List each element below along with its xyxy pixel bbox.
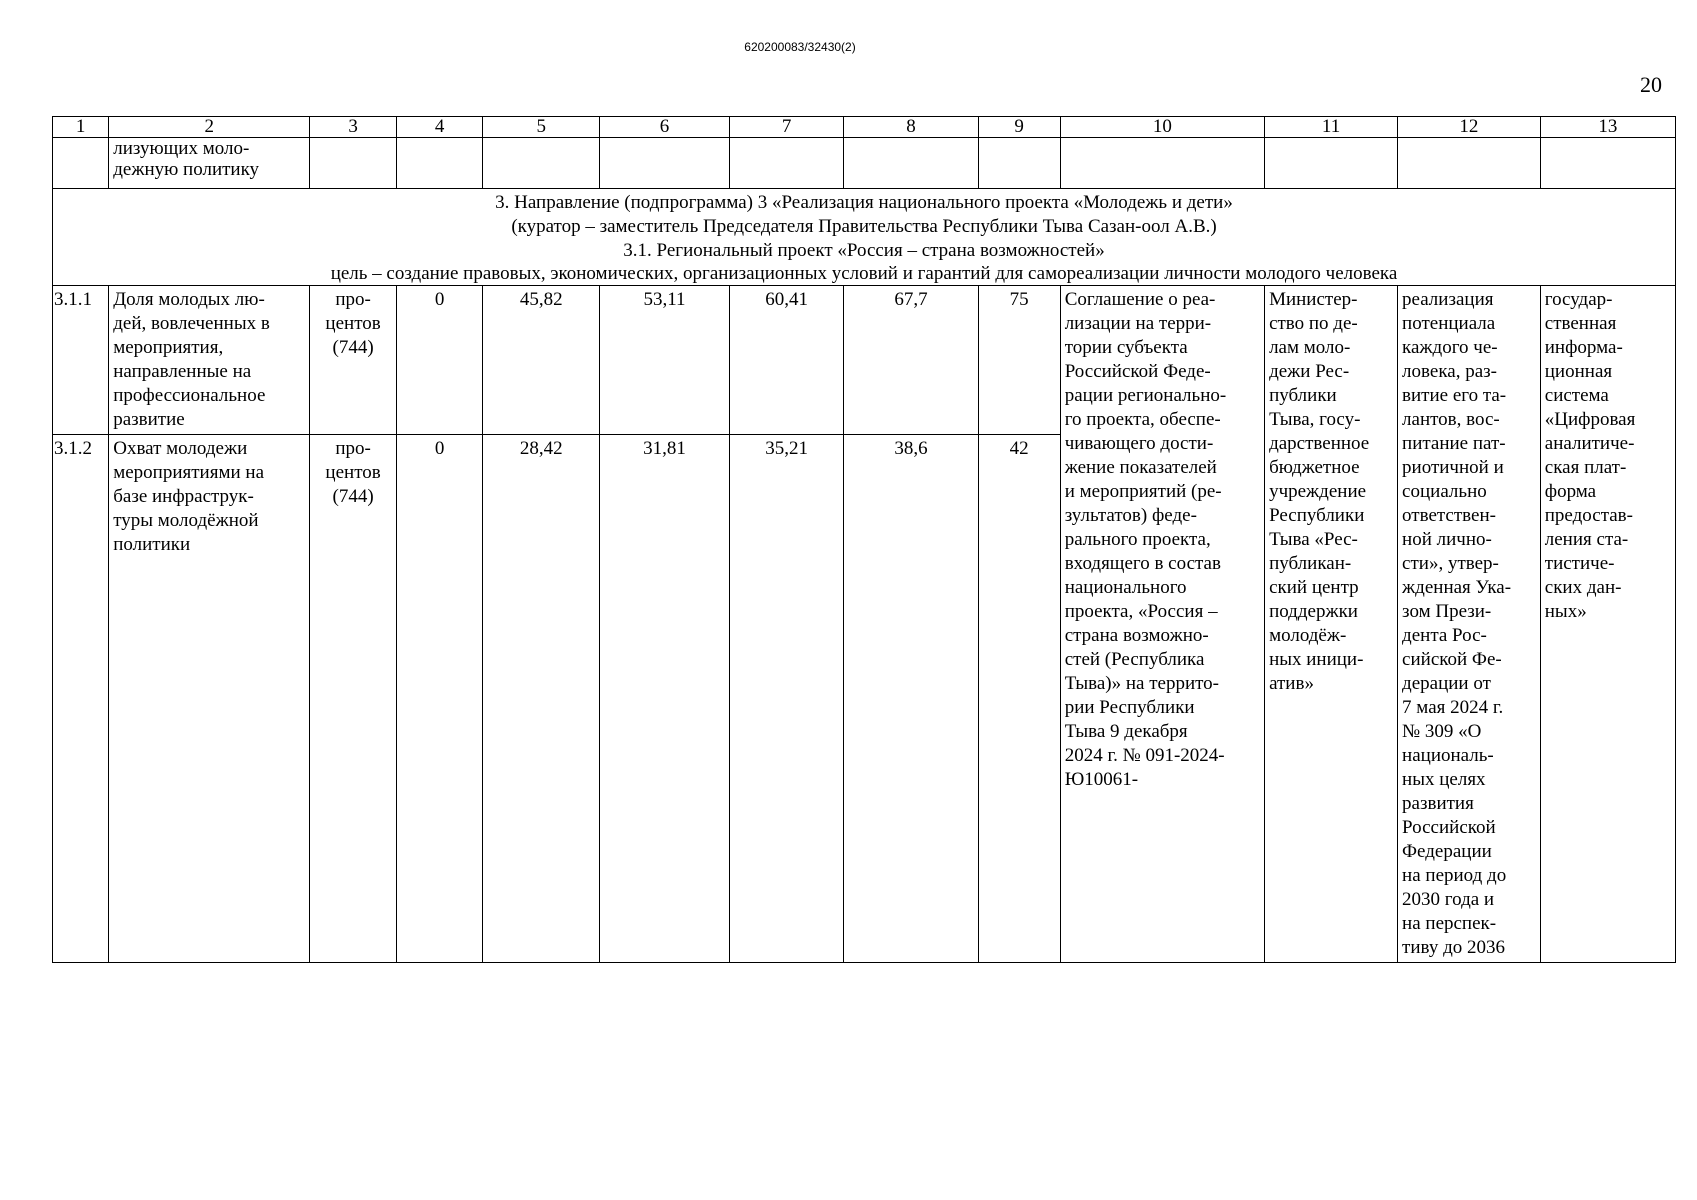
unit: про- центов (744): [310, 286, 397, 435]
value-col8: 38,6: [844, 435, 978, 963]
section-header: [53, 189, 1676, 286]
continuation-row: [53, 138, 1676, 189]
col-header-5: 5: [483, 117, 600, 138]
col-header-6: 6: [600, 117, 730, 138]
regional-project-title: 3.1. Региональный проект «Россия – страна возможностей»: [623, 240, 1105, 261]
col-header-8: 8: [844, 117, 978, 138]
column-number-row: [53, 117, 1676, 138]
section-curator: (куратор – заместитель Председателя Правительства Республики Тыва Сазан-оол А.В.): [511, 216, 1217, 237]
indicators-table: [52, 116, 1676, 963]
section-title: 3. Направление (подпрограмма) 3 «Реализация национального проекта «Молодежь и дети»: [495, 192, 1233, 213]
table-row: [53, 286, 1676, 435]
value-col6: 53,11: [600, 286, 730, 435]
col-header-11: 11: [1265, 117, 1398, 138]
value-col9: 42: [978, 435, 1060, 963]
col-header-4: 4: [396, 117, 483, 138]
indicator-name: Доля молодых лю- дей, вовлеченных в мероприятия, направленные на профессиональное развитие: [109, 286, 310, 435]
value-col7: 35,21: [729, 435, 844, 963]
col-header-12: 12: [1398, 117, 1541, 138]
col-header-2: 2: [109, 117, 310, 138]
section-header-row: [53, 189, 1676, 286]
information-system: государ- ственная информа- ционная система «Цифровая аналитиче- ская плат- форма предостав- ления ста- тистиче- ских дан- ных»: [1540, 286, 1675, 963]
continuation-text: лизующих моло- дежную политику: [109, 138, 310, 189]
col-header-10: 10: [1060, 117, 1264, 138]
value-col5: 45,82: [483, 286, 600, 435]
value-col4: 0: [396, 286, 483, 435]
page-number: 20: [1640, 72, 1662, 97]
value-col7: 60,41: [729, 286, 844, 435]
col-header-13: 13: [1540, 117, 1675, 138]
value-col6: 31,81: [600, 435, 730, 963]
legal-basis: Соглашение о реа- лизации на терри- тории субъекта Российской Феде- рации регионально- го проекта, обеспе- чивающего дости- жение показателей и мероприятий (ре- зультатов) феде- рального проекта, входящего в состав национального проекта, «Россия – страна возможно- стей (Республика Тыва)» на террито- рии Республики Тыва 9 декабря 2024 г. № 091-2024- Ю10061-: [1060, 286, 1264, 963]
document-id: 620200083/32430(2): [744, 40, 856, 54]
row-number: 3.1.1: [53, 286, 109, 435]
value-col5: 28,42: [483, 435, 600, 963]
row-number: 3.1.2: [53, 435, 109, 963]
value-col9: 75: [978, 286, 1060, 435]
indicator-name: Охват молодежи мероприятиями на базе инфраструк- туры молодёжной политики: [109, 435, 310, 963]
value-col4: 0: [396, 435, 483, 963]
col-header-3: 3: [310, 117, 397, 138]
section-goal: цель – создание правовых, экономических, организационных условий и гарантий для самореализации личности молодого человека: [330, 263, 1398, 284]
col-header-7: 7: [729, 117, 844, 138]
col-header-1: 1: [53, 117, 109, 138]
col-header-9: 9: [978, 117, 1060, 138]
responsible-executor: Министер- ство по де- лам моло- дежи Рес- публики Тыва, госу- дарственное бюджетное учреждение Республики Тыва «Рес- публикан- ский центр поддержки молодёж- ных иници- атив»: [1265, 286, 1398, 963]
value-col8: 67,7: [844, 286, 978, 435]
national-goal: реализация потенциала каждого че- ловека, раз- витие его та- лантов, вос- питание пат- риотичной и социально ответствен- ной лично- сти», утвер- жденная Ука- зом Прези- дента Рос- сийской Фе- дерации от 7 мая 2024 г. № 309 «О националь- ных целях развития Российской Федерации на период до 2030 года и на перспек- тиву до 2036: [1398, 286, 1541, 963]
unit: про- центов (744): [310, 435, 397, 963]
